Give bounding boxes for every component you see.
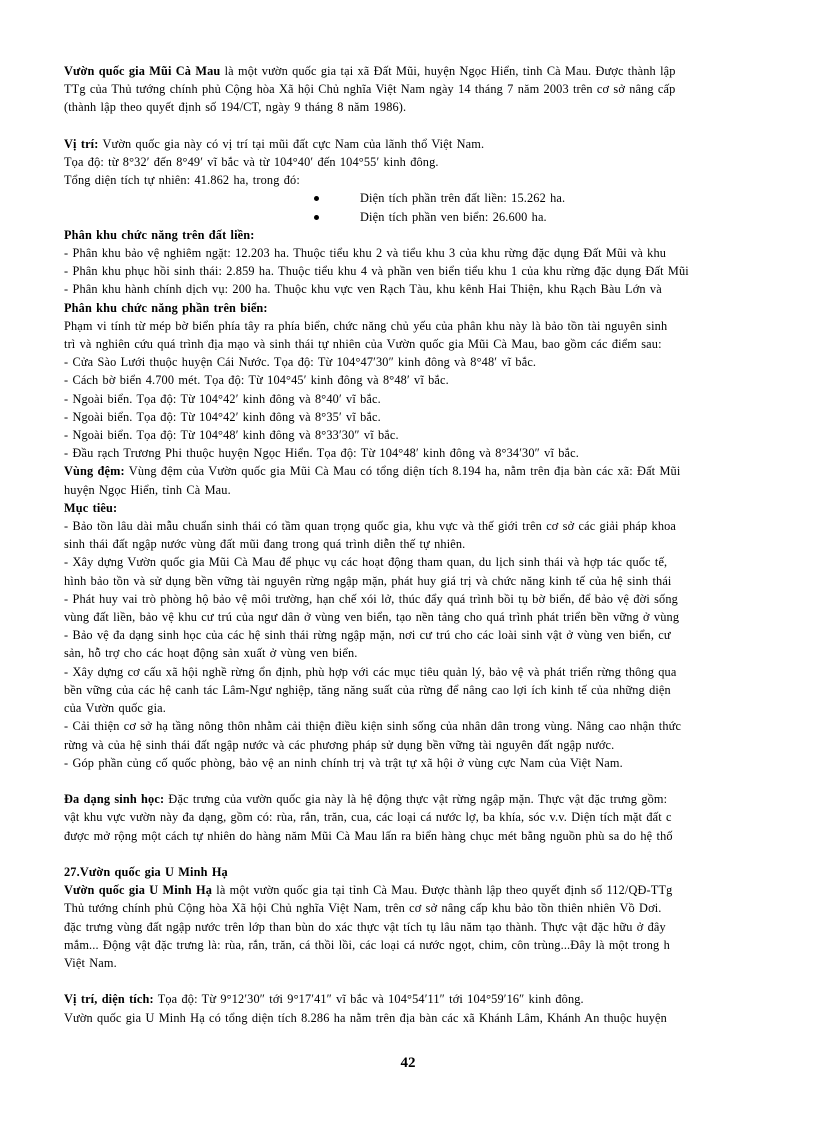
list-item: - Ngoài biển. Tọa độ: Từ 104°42′ kinh đông và 8°35′ vĩ bắc.: [64, 409, 381, 424]
list-item: - Cách bờ biển 4.700 mét. Tọa độ: Từ 104°45′ kinh đông và 8°48′ vĩ bắc.: [64, 373, 449, 388]
location-label: Vị trí:: [64, 136, 99, 151]
intro-paragraph: Vườn quốc gia Mũi Cà Mau là một vườn quốc gia tại xã Đất Mũi, huyện Ngọc Hiển, tỉnh Cà Mau. Được thành lập TTg của Thủ tướng chính phủ Cộng hòa Xã hội Chủ nghĩa Việt Nam ngày 14 tháng 7 năm 2003 trên cơ sở nâng cấp (thành lập theo quyết định số 194/CT, ngày 9 tháng 8 năm 1986).: [64, 64, 676, 115]
list-item: - Ngoài biển. Tọa độ: Từ 104°48′ kinh đông và 8°33′30″ vĩ bắc.: [64, 428, 399, 443]
biodiversity-paragraph: Đa dạng sinh học: Đặc trưng của vườn quốc gia này là hệ động thực vật rừng ngập mặn. Thực vật đặc trưng gồm: vật khu vực vườn này đa dạng, gồm có: rùa, rắn, trăn, cua, các loại cá nước lợ, ba khía, sóc v.v. Diện tích mặt đất c được mở rộng một cách tự nhiên do hàng năm Mũi Cà Mau lấn ra biển hàng chục mét bằng nguồn phù sa do hệ thố: [64, 792, 673, 843]
list-item: - Cửa Sào Lưới thuộc huyện Cái Nước. Tọa độ: Từ 104°47′30″ kinh đông và 8°48′ vĩ bắc.: [64, 355, 537, 370]
list-item: - Đầu rạch Trương Phi thuộc huyện Ngọc Hiển. Tọa độ: Từ 104°48′ kinh đông và 8°34′30″ vĩ bắc.: [64, 446, 579, 461]
buffer-label: Vùng đệm:: [64, 464, 125, 479]
list-item: - Phân khu hành chính dịch vụ: 200 ha. Thuộc khu vực ven Rạch Tàu, khu kênh Hai Thiện, khu Rạch Bàu Lớn và: [64, 282, 662, 297]
list-item: - Ngoài biển. Tọa độ: Từ 104°42′ kinh đông và 8°40′ vĩ bắc.: [64, 391, 381, 406]
section-title: 27.Vườn quốc gia U Minh Hạ: [64, 864, 228, 879]
list-item: - Phân khu bảo vệ nghiêm ngặt: 12.203 ha. Thuộc tiểu khu 2 và tiểu khu 3 của khu rừng đặc dụng Đất Mũi và khu: [64, 246, 667, 261]
land-zones-section: [64, 226, 816, 299]
goals-section: Mục tiêu: - Bảo tồn lâu dài mẫu chuẩn sinh thái có tầm quan trọng quốc gia, khu vực và thế giới trên cơ sở các giải pháp khoa sinh thái đất ngập nước vùng đất mũi đang trong quá trình diễn thế tự nhiên. - Xây dựng Vườn quốc gia Mũi Cà Mau để phục vụ các hoạt động tham quan, du lịch sinh thái và hợp tác quốc tế, hình bảo tồn và sử dụng bền vững tài nguyên rừng ngập mặn, phát huy giá trị và chức năng kinh tế của hệ sinh thái - Phát huy vai trò phòng hộ bảo vệ môi trường, hạn chế xói lở, thúc đẩy quá trình bồi tụ bờ biển, để bảo vệ đời sống vùng đất liền, bảo vệ khu cư trú của ngư dân ở vùng ven biển, tạo nền tảng cho quá trình phát triển bền vững ở vùng - Bảo vệ đa dạng sinh học của các hệ sinh thái rừng ngập mặn, nơi cư trú cho các loài sinh vật ở vùng ven biển, cư sản, hỗ trợ cho các hoạt động sản xuất ở vùng ven biển. - Xây dựng cơ cấu xã hội nghề rừng ổn định, phù hợp với các mục tiêu quản lý, bảo vệ và phát triển rừng thông qua bền vững của các hệ canh tác Lâm-Ngư nghiệp, tăng năng suất của rừng để nâng cao lợi ích kinh tế của những diện của Vườn quốc gia. - Cải thiện cơ sở hạ tầng nông thôn nhằm cải thiện điều kiện sinh sống của nhân dân trong vùng. Nâng cao nhận thức rừng và của hệ sinh thái đất ngập nước và các phương pháp sử dụng bền vững tài nguyên đất ngập nước. - Góp phần củng cố quốc phòng, bảo vệ an ninh chính trị và trật tự xã hội ở vùng cực Nam của Việt Nam.: [64, 499, 816, 772]
buffer-zone-paragraph: Vùng đệm: Vùng đệm của Vườn quốc gia Mũi Cà Mau có tổng diện tích 8.194 ha, nằm trên địa bàn các xã: Đất Mũi huyện Ngọc Hiển, tỉnh Cà Mau.: [64, 464, 681, 497]
section-lead: Vườn quốc gia U Minh Hạ: [64, 883, 213, 898]
bullet-icon: [314, 196, 319, 201]
sea-zones-section: Phân khu chức năng phần trên biển: Phạm vi tính từ mép bờ biển phía tây ra phía biển, chức năng chủ yếu của phân khu này là bảo tồn tài nguyên sinh trì và nghiên cứu quá trình địa mạo và sinh thái tự nhiên của Vườn quốc gia Mũi Cà Mau, bao gồm các điểm sau: - Cửa Sào Lưới thuộc huyện Cái Nước. Tọa độ: Từ 104°47′30″ kinh đông và 8°48′ vĩ bắc. - Cách bờ biển 4.700 mét. Tọa độ: Từ 104°45′ kinh đông và 8°48′ vĩ bắc. - Ngoài biển. Tọa độ: Từ 104°42′ kinh đông và 8°40′ vĩ bắc. - Ngoài biển. Tọa độ: Từ 104°42′ kinh đông và 8°35′ vĩ bắc. - Ngoài biển. Tọa độ: Từ 104°48′ kinh đông và 8°33′30″ vĩ bắc. - Đầu rạch Trương Phi thuộc huyện Ngọc Hiển. Tọa độ: Từ 104°48′ kinh đông và 8°34′30″ vĩ bắc.: [64, 299, 816, 463]
sea-zones-heading: Phân khu chức năng phần trên biển:: [64, 300, 268, 315]
goals-heading: Mục tiêu:: [64, 500, 118, 515]
land-zones-heading: Phân khu chức năng trên đất liền:: [64, 227, 255, 242]
location-paragraph: Vị trí: Vườn quốc gia này có vị trí tại mũi đất cực Nam của lãnh thổ Việt Nam. Tọa độ: từ 8°32′ đến 8°49′ vĩ bắc và từ 104°40′ đến 104°55′ kinh đông. Tổng diện tích tự nhiên: 41.862 ha, trong đó: Diện tích phần trên đất liền: 15.262 ha. Diện tích phần ven biển: 26.600 ha.: [64, 135, 816, 226]
bullet-icon: [314, 215, 319, 220]
biodiversity-label: Đa dạng sinh học:: [64, 792, 165, 807]
page-number: 42: [400, 1055, 416, 1071]
section-27: 27.Vườn quốc gia U Minh Hạ Vườn quốc gia U Minh Hạ là một vườn quốc gia tại tỉnh Cà Mau. Được thành lập theo quyết định số 112/QĐ-TTg Thủ tướng chính phủ Cộng hòa Xã hội Chủ nghĩa Việt Nam, trên cơ sở nâng cấp khu bảo tồn thiên nhiên Vồ Dơi. đặc trưng vùng đất ngập nước trên lớp than bùn do xác thực vật tích tụ lâu năm tạo thành. Thực vật đặc hữu ở đây mắm... Động vật đặc trưng là: rùa, rắn, trăn, cá thồi lồi, các loại cá nước ngọt, chim, côn trùng...Đây là một trong h Việt Nam.: [64, 863, 816, 972]
list-item: - Phân khu phục hồi sinh thái: 2.859 ha. Thuộc tiểu khu 4 và phần ven biển tiểu khu 1 của khu rừng đặc dụng Đất Mũi: [64, 264, 689, 279]
section-27-location: Vị trí, diện tích: Tọa độ: Từ 9°12′30″ tới 9°17′41″ vĩ bắc và 104°54′11″ tới 104°59′16″ kinh đông. Vườn quốc gia U Minh Hạ có tổng diện tích 8.286 ha nằm trên địa bàn các xã Khánh Lâm, Khánh An thuộc huyện: [64, 992, 667, 1025]
list-item: Diện tích phần trên đất liền: 15.262 ha.: [64, 189, 816, 207]
intro-lead: Vườn quốc gia Mũi Cà Mau: [64, 64, 221, 78]
section-location-label: Vị trí, diện tích:: [64, 992, 154, 1007]
list-item: Diện tích phần ven biển: 26.600 ha.: [64, 208, 816, 226]
document-page: [64, 62, 816, 1062]
